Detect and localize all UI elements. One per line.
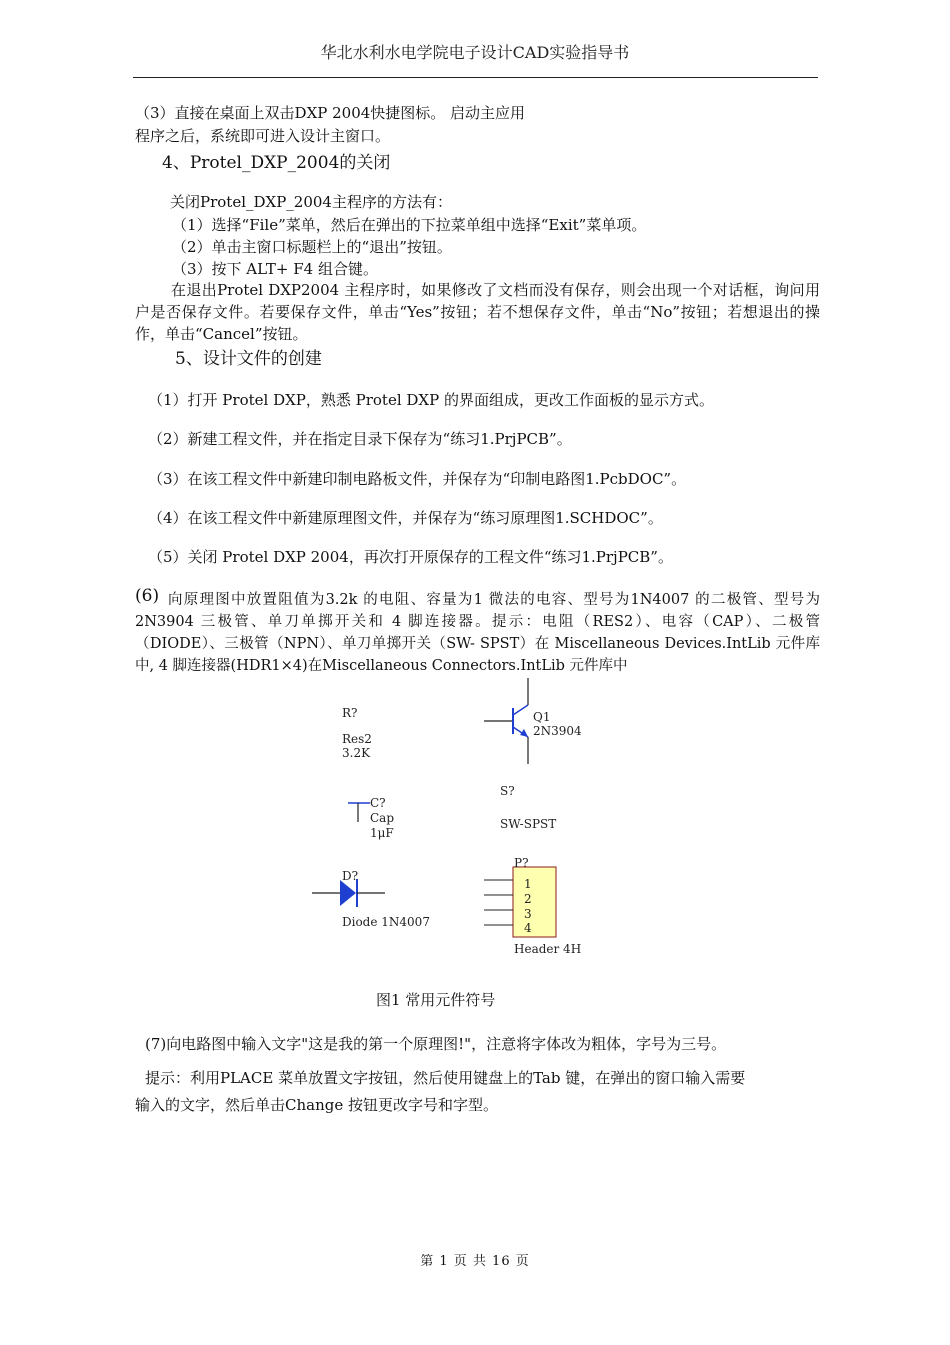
page-header-title: 华北水利水电学院电子设计CAD实验指导书	[320, 43, 630, 62]
capacitor-designator: C?	[370, 796, 386, 810]
section-4-lead: 关闭Protel_DXP_2004主程序的方法有：	[170, 193, 452, 211]
intro-line-2: 程序之后，系统即可进入设计主窗口。	[135, 127, 391, 145]
section-4-item: （1）选择“File”菜单，然后在弹出的下拉菜单组中选择“Exit”菜单项。	[172, 216, 647, 234]
capacitor-comment: Cap	[370, 811, 395, 825]
switch-designator: S?	[500, 784, 515, 798]
header-pin-number: 3	[524, 907, 532, 921]
header-pin-number: 2	[524, 892, 532, 906]
figure-caption: 图1 常用元件符号	[376, 991, 496, 1009]
task-6-text: 向原理图中放置阻值为3.2k 的电阻、容量为1 微法的电容、型号为1N4007 的二极管、型号为 2N3904 三极管、单刀单掷开关和 4 脚连接器。提示：电阻（RES2）、电容（CAP）、二极管（DIODE）、三极管（NPN）、单刀单掷开关（SW- SPST）在 Miscellaneous Devices.IntLib 元件库中, 4 脚连接器(HDR1×4)在Miscellaneous Connectors.IntLib 元件库中	[135, 592, 820, 674]
section-4-item: （2）单击主窗口标题栏上的“退出”按钮。	[172, 238, 452, 256]
header-pin-number: 1	[524, 877, 532, 891]
switch-comment: SW-SPST	[500, 817, 557, 831]
task-7: (7)向电路图中输入文字"这是我的第一个原理图!"，注意将字体改为粗体，字号为三号。	[145, 1035, 727, 1053]
header-symbol	[484, 867, 556, 937]
intro-line-1: （3）直接在桌面上双击DXP 2004快捷图标。 启动主应用	[135, 104, 526, 122]
section-4-item: （3）按下 ALT+ F4 组合键。	[172, 260, 378, 278]
tip-line-1: 提示：利用PLACE 菜单放置文字按钮，然后使用键盘上的Tab 键，在弹出的窗口输入需要	[145, 1069, 746, 1087]
section-4-heading: 4、Protel_DXP_2004的关闭	[162, 153, 391, 173]
resistor-designator: R?	[342, 706, 358, 720]
task-item: （3）在该工程文件中新建印制电路板文件，并保存为“印制电路图1.PcbDOC”。	[148, 470, 687, 488]
task-item: （2）新建工程文件，并在指定目录下保存为“练习1.PrjPCB”。	[148, 430, 572, 448]
task-6-number: (6)	[135, 586, 160, 606]
resistor-comment: Res2	[342, 732, 372, 746]
task-item: （1）打开 Protel DXP，熟悉 Protel DXP 的界面组成，更改工作面板的显示方式。	[148, 391, 714, 409]
task-item: （5）关闭 Protel DXP 2004，再次打开原保存的工程文件“练习1.PrjPCB”。	[148, 548, 673, 566]
section-4-note: 在退出Protel DXP2004 主程序时，如果修改了文档而没有保存，则会出现一个对话框，询问用户是否保存文件。若要保存文件，单击“Yes”按钮；若不想保存文件，单击“No”按钮；若想退出的操作，单击“Cancel”按钮。	[135, 281, 820, 343]
header-comment: Header 4H	[514, 942, 582, 956]
capacitor-value: 1μF	[370, 826, 394, 840]
diode-designator: D?	[342, 869, 359, 883]
task-item: （4）在该工程文件中新建原理图文件，并保存为“练习原理图1.SCHDOC”。	[148, 509, 663, 527]
resistor-value: 3.2K	[342, 746, 371, 760]
section-5-heading: 5、设计文件的创建	[175, 349, 322, 369]
transistor-designator: Q1	[533, 710, 551, 724]
header-pin-number: 4	[524, 921, 532, 935]
capacitor-symbol	[348, 803, 370, 822]
transistor-symbol	[484, 678, 528, 764]
transistor-comment: 2N3904	[533, 724, 582, 738]
page-footer: 第 1 页 共 16 页	[420, 1254, 530, 1269]
header-designator: P?	[514, 856, 529, 870]
diode-comment: Diode 1N4007	[342, 915, 430, 929]
tip-line-2: 输入的文字，然后单击Change 按钮更改字号和字型。	[135, 1096, 498, 1114]
